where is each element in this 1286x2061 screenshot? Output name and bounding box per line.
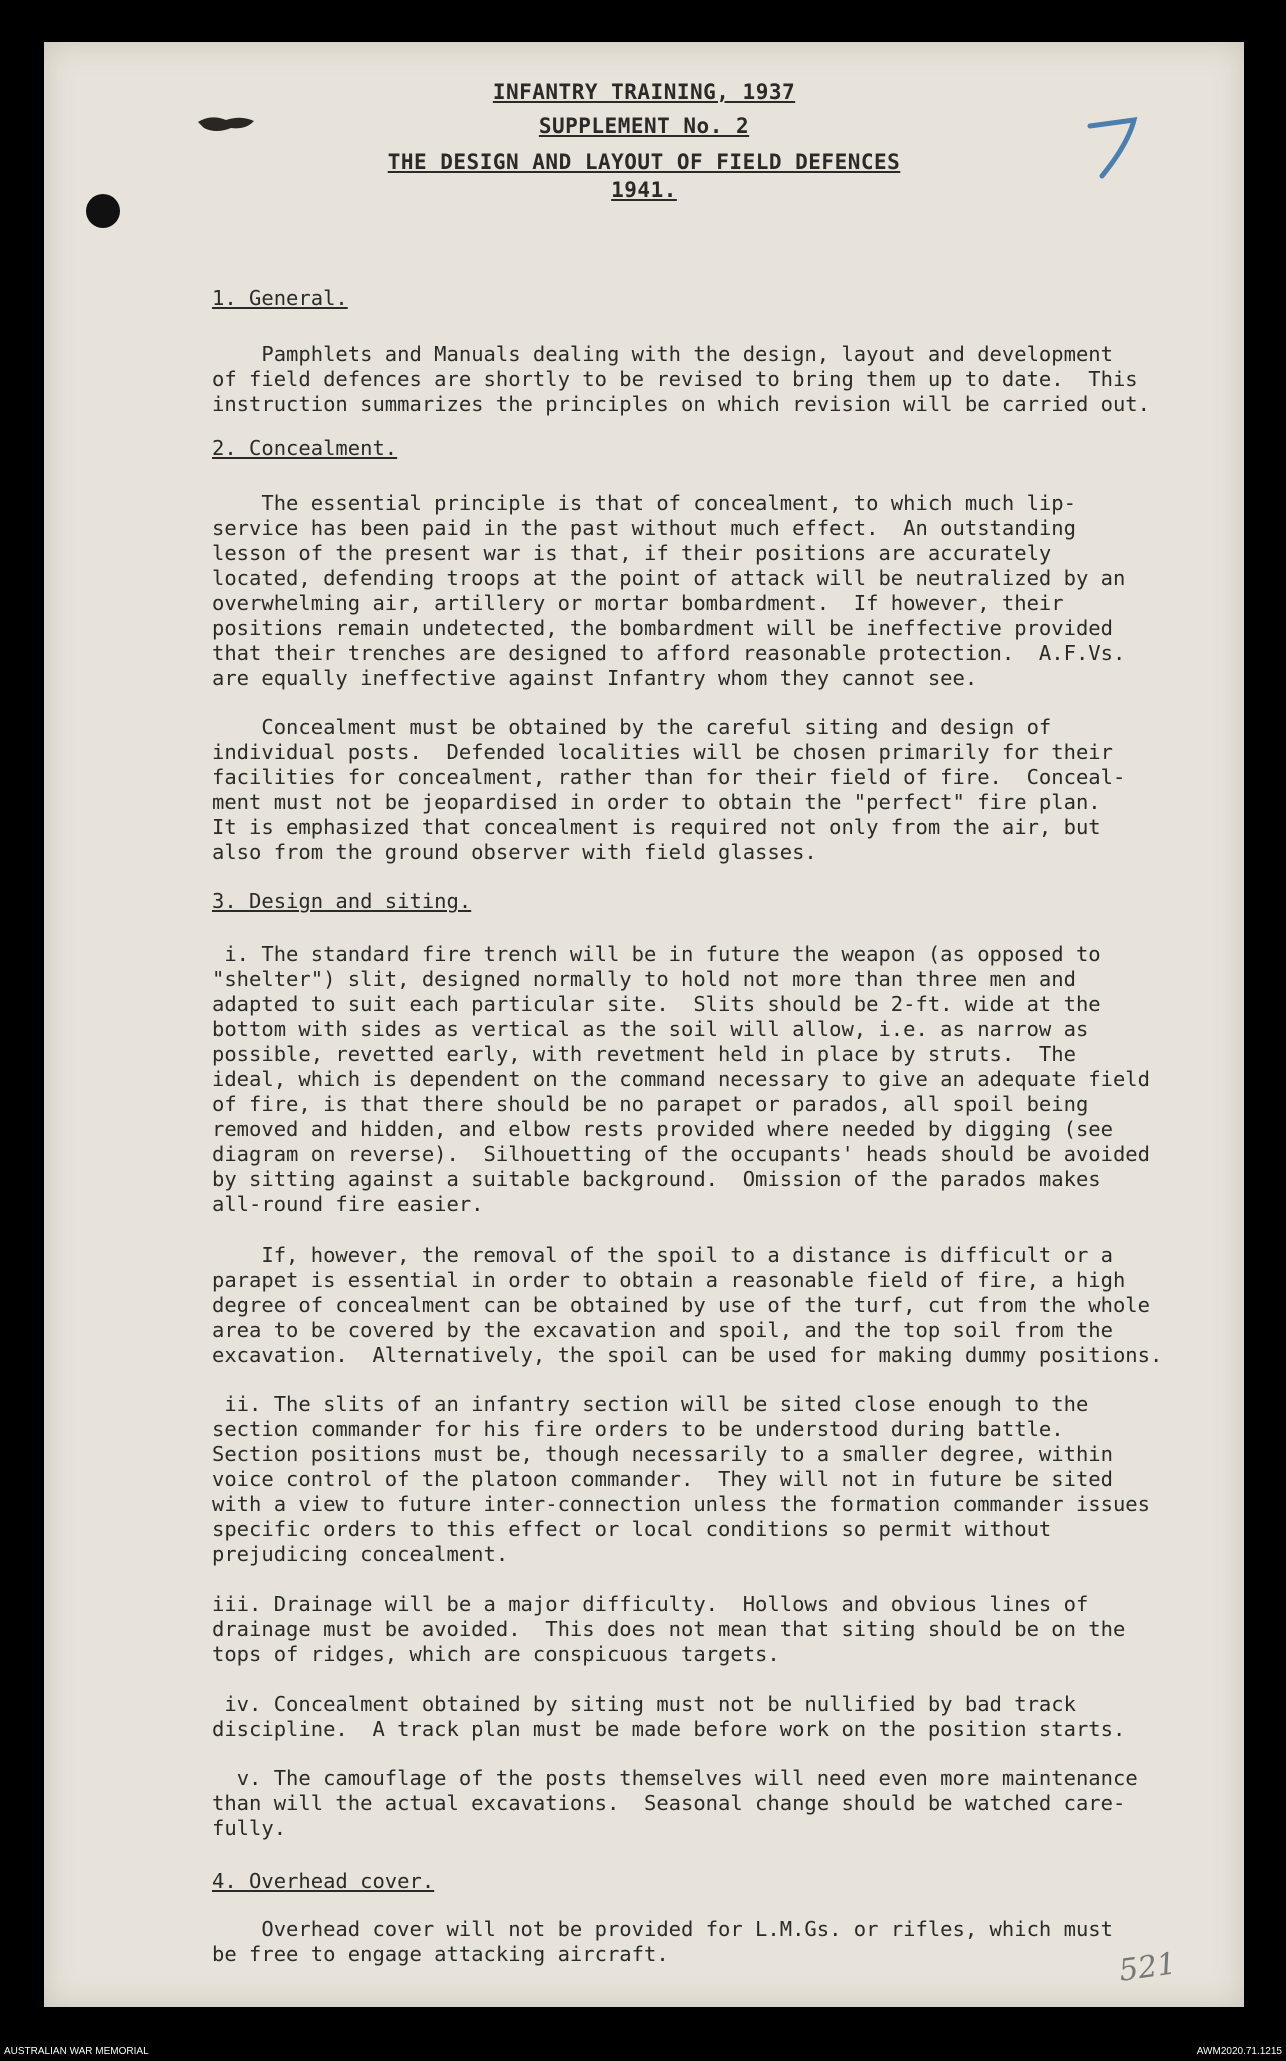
section-3-title: 3. Design and siting. <box>212 889 472 913</box>
section-3-paragraph-ii: ii. The slits of an infantry section will be sited close enough to the section commander for his fire orders to be understood during battle. Section positions must be, though necessarily to a smaller degree, within voice control of the platoon commander. They will not in future be sited with a view to future inter-connection unless the formation commander issues specific orders to this effect or local conditions so permit without prejudicing concealment. <box>212 1392 1150 1566</box>
title-line-4: 1941. <box>611 178 677 202</box>
document-page <box>44 42 1244 2007</box>
footer-left: AUSTRALIAN WAR MEMORIAL <box>4 2046 149 2057</box>
footer-right: AWM2020.71.1215 <box>1196 2046 1282 2057</box>
section-3-paragraph-iv: iv. Concealment obtained by siting must not be nullified by bad track discipline. A track plan must be made before work on the position starts. <box>212 1692 1126 1741</box>
section-2-paragraph-2: Concealment must be obtained by the careful siting and design of individual posts. Defended localities will be chosen primarily for their facilities for concealment, rather than for their field of fire. Conceal- ment must not be jeopardised in order to obtain the "perfect" fire plan. It is emphasized that concealment is required not only from the air, but also from the ground observer with field glasses. <box>212 715 1126 864</box>
section-3-paragraph-spoil: If, however, the removal of the spoil to a distance is difficult or a parapet is essential in order to obtain a reasonable field of fire, a high degree of concealment can be obtained by use of the turf, cut from the whole area to be covered by the excavation and spoil, and the top soil from the excavation. Alternatively, the spoil can be used for making dummy positions. <box>212 1243 1163 1367</box>
title-line-1: INFANTRY TRAINING, 1937 <box>492 80 796 104</box>
section-4-title: 4. Overhead cover. <box>212 1869 435 1893</box>
section-3-paragraph-v: v. The camouflage of the posts themselves will need even more maintenance than will the actual excavations. Seasonal change should be watched care- fully. <box>212 1766 1138 1840</box>
title-line-3: THE DESIGN AND LAYOUT OF FIELD DEFENCES <box>387 150 901 174</box>
section-1-paragraph: Pamphlets and Manuals dealing with the design, layout and development of field defences are shortly to be revised to bring them up to date. This instruction summarizes the principles on which revision will be carried out. <box>212 342 1150 416</box>
section-2-paragraph-1: The essential principle is that of concealment, to which much lip- service has been paid in the past without much effect. An outstanding lesson of the present war is that, if their positions are accurately located, defending troops at the point of attack will be neutralized by an overwhelming air, artillery or mortar bombardment. If however, their positions remain undetected, the bombardment will be ineffective provided that their trenches are designed to afford reasonable protection. A.F.Vs. are equally ineffective against Infantry whom they cannot see. <box>212 491 1126 690</box>
section-4-paragraph: Overhead cover will not be provided for L.M.Gs. or rifles, which must be free to engage attacking aircraft. <box>212 1917 1113 1966</box>
handwritten-page-number <box>1084 114 1144 184</box>
section-1-title: 1. General. <box>212 286 348 310</box>
title-line-2: SUPPLEMENT No. 2 <box>538 114 750 138</box>
section-3-paragraph-i: i. The standard fire trench will be in future the weapon (as opposed to "shelter") slit, designed normally to hold not more than three men and adapted to suit each particular site. Slits should be 2-ft. wide at the bottom with sides as vertical as the soil will allow, i.e. as narrow as possible, revetted early, with revetment held in place by struts. The ideal, which is dependent on the command necessary to give an adequate field of fire, is that there should be no parapet or parados, all spoil being removed and hidden, and elbow rests provided where needed by digging (see diagram on reverse). Silhouetting of the occupants' heads should be avoided by sitting against a suitable background. Omission of the parados makes all-round fire easier. <box>212 942 1150 1216</box>
section-3-paragraph-iii: iii. Drainage will be a major difficulty. Hollows and obvious lines of drainage must be avoided. This does not mean that siting should be on the tops of ridges, which are conspicuous targets. <box>212 1592 1126 1666</box>
section-2-title: 2. Concealment. <box>212 436 398 460</box>
pencil-folio-number: 521 <box>1116 1946 1179 1989</box>
